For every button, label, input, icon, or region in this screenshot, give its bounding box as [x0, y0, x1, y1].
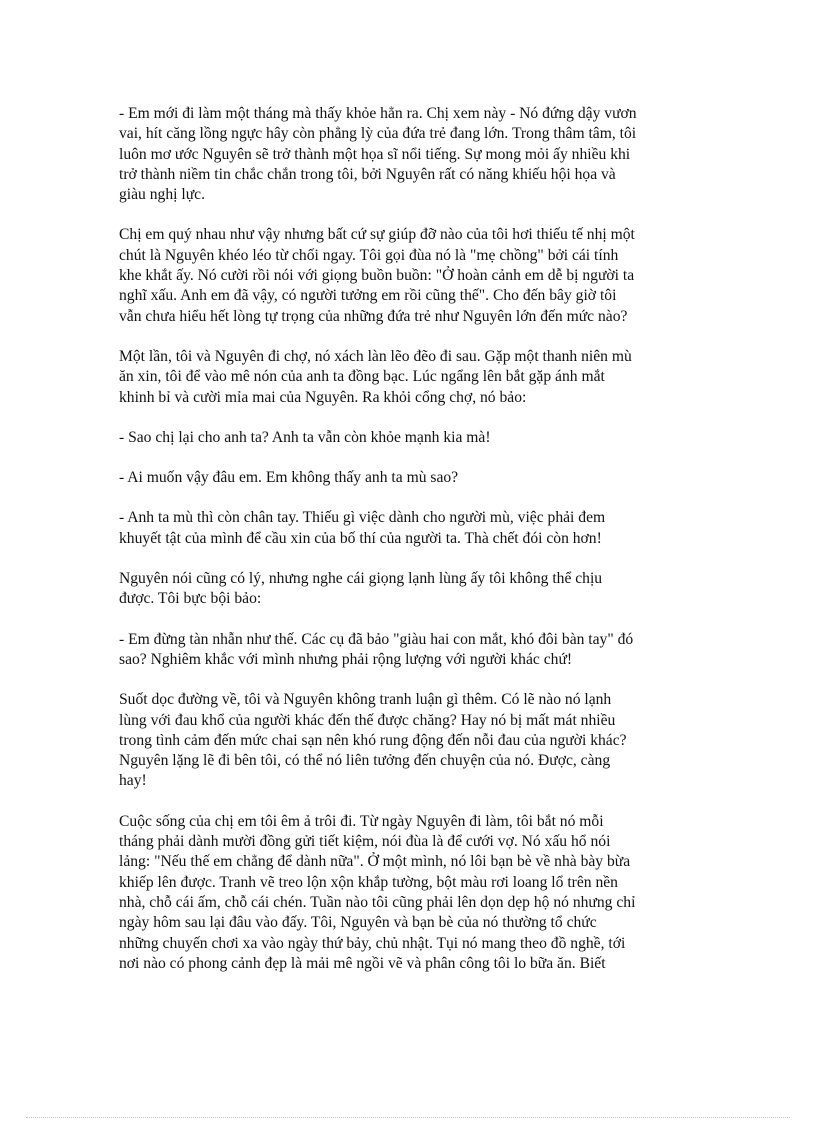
text-line: Chị em quý nhau như vậy nhưng bất cứ sự giúp đỡ nào của tôi hơi thiếu tế nhị một: [119, 226, 635, 244]
paragraph: [119, 508, 701, 549]
text-line: Cuộc sống của chị em tôi êm ả trôi đi. Từ ngày Nguyên đi làm, tôi bắt nó mỗi: [119, 812, 604, 830]
paragraph: [119, 690, 701, 791]
text-line: trong tình cảm đến mức chai sạn nên khó rung động đến nỗi đau của người khác?: [119, 731, 627, 749]
text-line: sao? Nghiêm khắc với mình nhưng phải rộng lượng với người khác chứ!: [119, 650, 573, 668]
text-line: những chuyến chơi xa vào ngày thứ bảy, chủ nhật. Tụi nó mang theo đồ nghề, tới: [119, 934, 626, 952]
text-line: ăn xin, tôi để vào mê nón của anh ta đồng bạc. Lúc ngẩng lên bắt gặp ánh mắt: [119, 368, 605, 386]
text-line: Một lần, tôi và Nguyên đi chợ, nó xách làn lẽo đẽo đi sau. Gặp một thanh niên mù: [119, 347, 632, 365]
text-line: vẫn chưa hiểu hết lòng tự trọng của những đứa trẻ như Nguyên lớn đến mức nào?: [119, 307, 628, 325]
paragraph: [119, 630, 701, 671]
text-line: - Sao chị lại cho anh ta? Anh ta vẫn còn khỏe mạnh kia mà!: [119, 428, 491, 446]
text-line: - Ai muốn vậy đâu em. Em không thấy anh ta mù sao?: [119, 469, 459, 487]
text-line: khe khắt ấy. Nó cười rồi nói với giọng buồn buồn: "Ở hoàn cảnh em dễ bị người ta: [119, 267, 635, 285]
text-line: ngày hôm sau lại đâu vào đấy. Tôi, Nguyên và bạn bè của nó thường tổ chức: [119, 914, 597, 932]
text-line: vai, hít căng lồng ngực hây còn phẳng lỳ của đứa trẻ đang lớn. Trong thâm tâm, tôi: [119, 125, 637, 143]
text-line: nơi nào có phong cảnh đẹp là mải mê ngồi vẽ và phân công tôi lo bữa ăn. Biết: [119, 954, 606, 972]
text-line: luôn mơ ước Nguyên sẽ trở thành một họa sĩ nổi tiếng. Sự mong mỏi ấy nhiều khi: [119, 145, 631, 163]
text-line: nghĩ xấu. Anh em đã vậy, có người tưởng em rồi cũng thế". Cho đến bây giờ tôi: [119, 287, 617, 305]
text-line: tháng phải dành mười đồng gửi tiết kiệm, nói đùa là để cưới vợ. Nó xấu hổ nói: [119, 833, 611, 851]
text-line: lùng với đau khổ của người khác đến thế được chăng? Hay nó bị mất mát nhiều: [119, 711, 616, 729]
document-body: [119, 104, 701, 994]
text-line: Nguyên nói cũng có lý, nhưng nghe cái giọng lạnh lùng ấy tôi không thể chịu: [119, 570, 603, 588]
paragraph: [119, 468, 701, 488]
text-line: Nguyên lặng lẽ đi bên tôi, có thể nó liên tưởng đến chuyện của nó. Được, càng: [119, 752, 611, 770]
paragraph: [119, 569, 701, 610]
paragraph: [119, 428, 701, 448]
text-line: - Em mới đi làm một tháng mà thấy khỏe hẳn ra. Chị xem này - Nó đứng dậy vươn: [119, 105, 637, 122]
paragraph: [119, 225, 701, 326]
text-line: - Anh ta mù thì còn chân tay. Thiếu gì việc dành cho người mù, việc phải đem: [119, 509, 606, 527]
text-line: Suốt dọc đường về, tôi và Nguyên không tranh luận gì thêm. Có lẽ nào nó lạnh: [119, 691, 612, 709]
text-line: lảng: "Nếu thế em chẳng để dành nữa". Ở một mình, nó lôi bạn bè về nhà bày bừa: [119, 853, 631, 871]
text-line: - Em đừng tàn nhẫn như thế. Các cụ đã bảo "giàu hai con mắt, khó đôi bàn tay" đó: [119, 630, 634, 648]
text-line: nhà, chỗ cái ấm, chỗ cái chén. Tuần nào tôi cũng phải lên dọn dẹp hộ nó nhưng chỉ: [119, 893, 636, 911]
paragraph: [119, 812, 701, 974]
text-line: trở thành niềm tin chắc chắn trong tôi, bởi Nguyên rất có năng khiếu hội họa và: [119, 165, 616, 183]
text-line: được. Tôi bực bội bảo:: [119, 590, 262, 608]
text-line: giàu nghị lực.: [119, 186, 205, 204]
text-line: khuyết tật của mình để cầu xin của bố thí của người ta. Thà chết đói còn hơn!: [119, 529, 602, 547]
text-line: hay!: [119, 772, 147, 790]
paragraph: [119, 347, 701, 408]
text-line: khinh bỉ và cười mỉa mai của Nguyên. Ra khỏi cổng chợ, nó bảo:: [119, 388, 527, 406]
text-line: khiếp lên được. Tranh vẽ treo lộn xộn khắp tường, bột màu rơi loang lổ trên nền: [119, 873, 618, 891]
paragraph: [119, 104, 701, 205]
page-bottom-border: [26, 1117, 790, 1118]
text-line: chút là Nguyên khéo léo từ chối ngay. Tôi gọi đùa nó là "mẹ chồng" bởi cái tính: [119, 246, 619, 264]
